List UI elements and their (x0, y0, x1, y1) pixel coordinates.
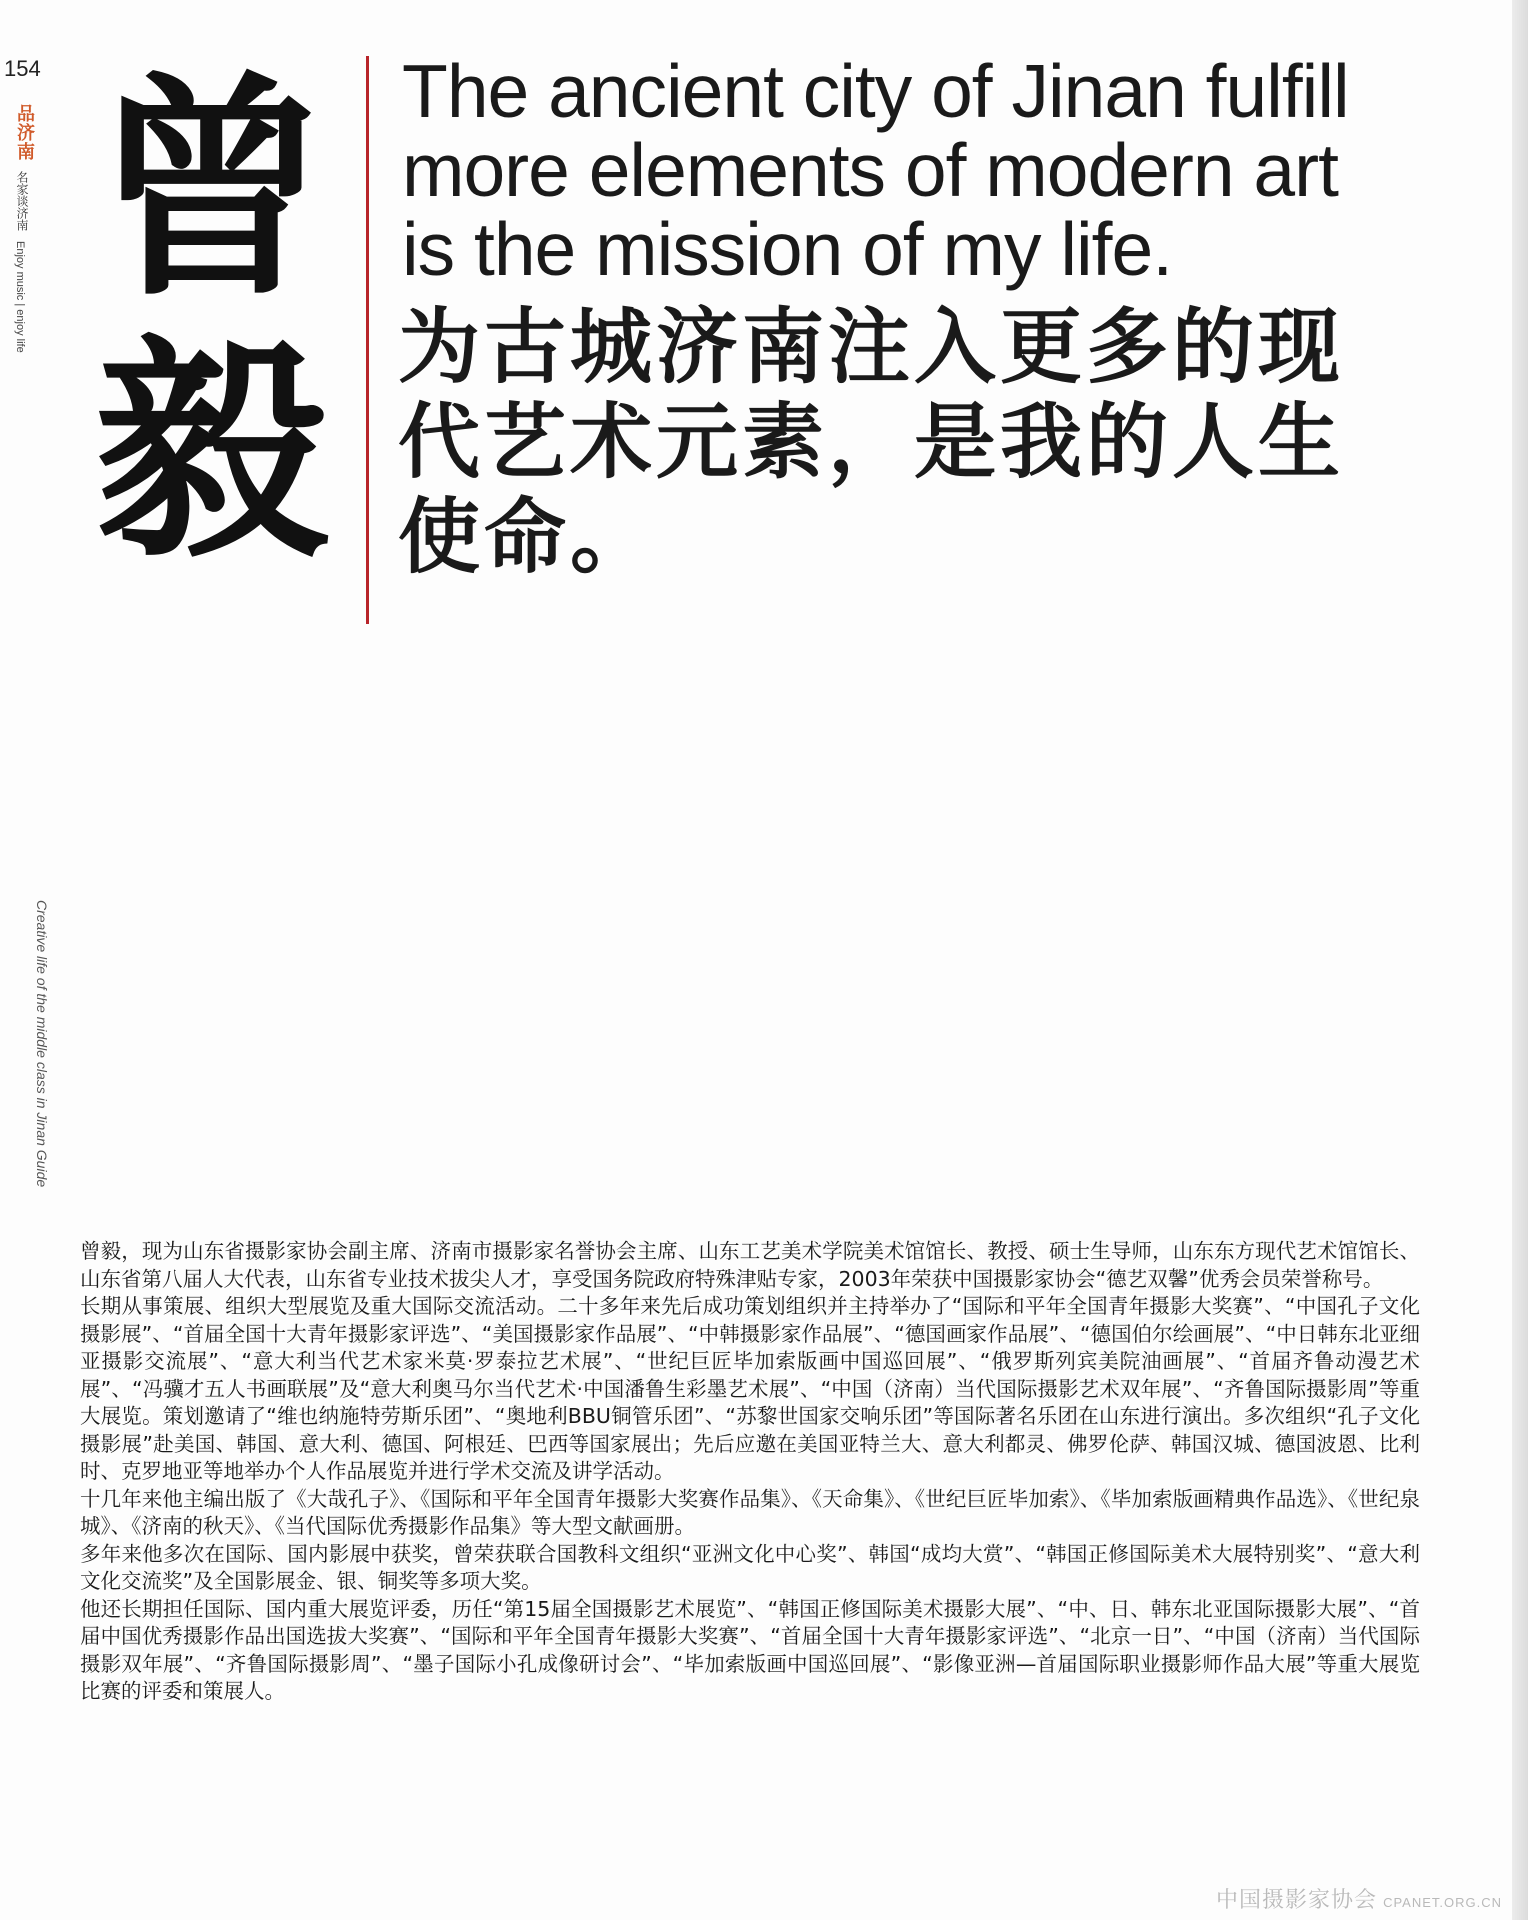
watermark (1216, 1883, 1502, 1914)
watermark-url: CPANET.ORG.CN (1383, 1895, 1502, 1910)
name-char-1: 曾 (92, 50, 329, 328)
left-rail (14, 104, 36, 353)
watermark-text: 中国摄影家协会 (1216, 1888, 1378, 1913)
name-title (80, 50, 342, 590)
name-char-2: 毅 (92, 312, 329, 590)
page-number: 154 (4, 56, 41, 81)
section-label: 名家谈济南 (15, 171, 29, 231)
bio-paragraph: 他还长期担任国际、国内重大展览评委，历任“第15届全国摄影艺术展览”、“韩国正修国际美术摄影大展”、“中、日、韩东北亚国际摄影大展”、“首届中国优秀摄影作品出国选拔大奖赛”、“国际和平年全国青年摄影大奖赛”、“首届全国十大青年摄影家评选”、“北京一日”、“中国（济南）当代国际摄影双年展”、“齐鲁国际摄影周”、“墨子国际小孔成像研讨会”、“毕加索版画中国巡回展”、“影像亚洲—首届国际职业摄影师作品大展”等重大展览比赛的评委和策展人。 (80, 1596, 1420, 1703)
bio-paragraph: 长期从事策展、组织大型展览及重大国际交流活动。二十多年来先后成功策划组织并主持举办了“国际和平年全国青年摄影大奖赛”、“中国孔子文化摄影展”、“首届全国十大青年摄影家评选”、“美国摄影家作品展”、“中韩摄影家作品展”、“德国画家作品展”、“德国伯尔绘画展”、“中日韩东北亚细亚摄影交流展”、“意大利当代艺术家米莫·罗泰拉艺术展”、“世纪巨匠毕加索版画中国巡回展”、“俄罗斯列宾美院油画展”、“首届齐鲁动漫艺术展”、“冯骥才五人书画联展”及“意大利奥马尔当代艺术·中国潘鲁生彩墨艺术展”、“中国（济南）当代国际摄影艺术双年展”、“齐鲁国际摄影周”等重大展览。策划邀请了“维也纳施特劳斯乐团”、“奥地利BBU铜管乐团”、“苏黎世国家交响乐团”等国际著名乐团在山东进行演出。多次组织“孔子文化摄影展”赴美国、韩国、意大利、德国、阿根廷、巴西等国家展出；先后应邀在美国亚特兰大、意大利都灵、佛罗伦萨、韩国汉城、德国波恩、比利时、克罗地亚等地举办个人作品展览并进行学术交流及讲学活动。 (80, 1294, 1420, 1483)
biography-text (80, 1238, 1420, 1706)
tagline: Enjoy music | enjoy life (14, 241, 26, 353)
magazine-brand-logo: 品济南 (14, 104, 35, 161)
page-edge-shadow (1512, 0, 1528, 1920)
bio-paragraph: 曾毅，现为山东省摄影家协会副主席、济南市摄影家名誉协会主席、山东工艺美术学院美术馆馆长、教授、硕士生导师，山东东方现代艺术馆馆长、山东省第八届人大代表，山东省专业技术拔尖人才，享受国务院政府特殊津贴专家，2003年荣获中国摄影家协会“德艺双馨”优秀会员荣誉称号。 (80, 1239, 1420, 1291)
bio-paragraph: 十几年来他主编出版了《大哉孔子》、《国际和平年全国青年摄影大奖赛作品集》、《天命集》、《世纪巨匠毕加索》、《毕加索版画精典作品选》、《世纪泉城》、《济南的秋天》、《当代国际优秀摄影作品集》等大型文献画册。 (80, 1486, 1420, 1538)
bio-paragraph: 多年来他多次在国际、国内影展中获奖，曾荣获联合国教科文组织“亚洲文化中心奖”、韩国“成均大赏”、“韩国正修国际美术大展特别奖”、“意大利文化交流奖”及全国影展金、银、铜奖等多项大奖。 (80, 1541, 1420, 1593)
headline-chinese: 为古城济南注入更多的现代艺术元素，是我的人生使命。 (398, 300, 1345, 585)
vertical-caption: Creative life of the middle class in Jinan Guide (34, 900, 50, 1188)
red-divider-line (366, 56, 369, 624)
headline-english: The ancient city of Jinan fulfill more elements of modern art is the mission of my life. (402, 49, 1349, 291)
